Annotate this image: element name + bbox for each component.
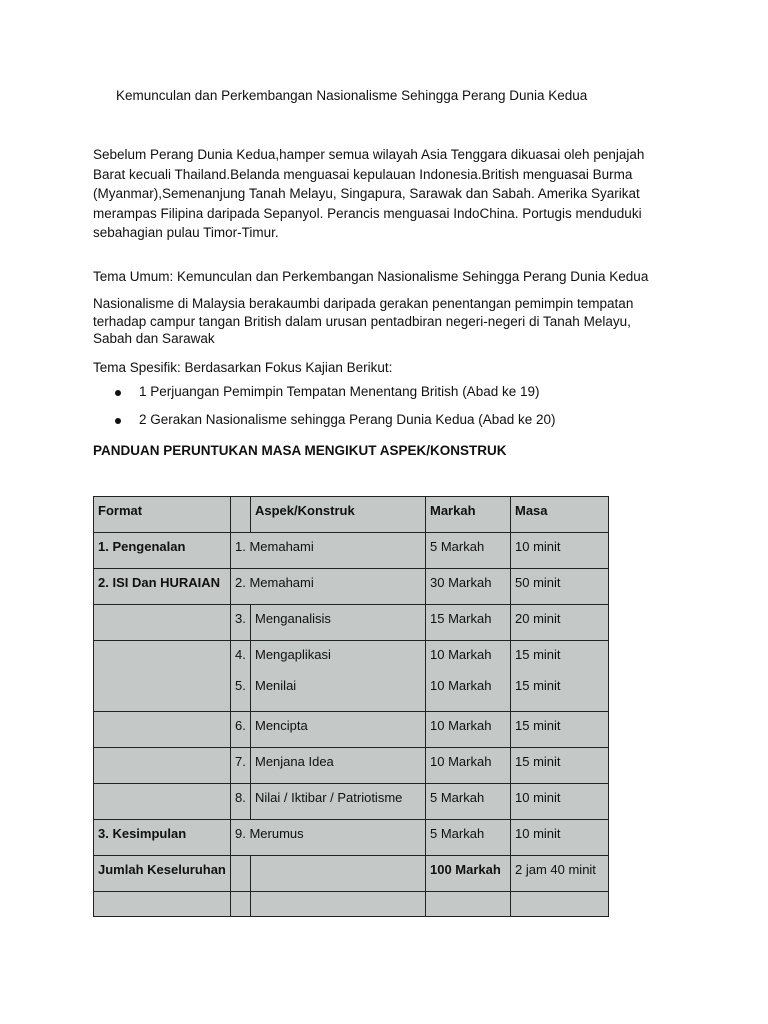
intro-line: (Myanmar),Semenanjung Tanah Melayu, Singapura, Sarawak dan Sabah. Amerika Syarikat <box>93 186 640 201</box>
table-cell <box>251 856 426 892</box>
header-aspek: Aspek/Konstruk <box>251 497 426 533</box>
table-cell: 5 Markah <box>426 533 511 569</box>
table-row <box>94 748 609 784</box>
table-cell: 15 minit <box>511 748 609 784</box>
table-cell <box>251 641 426 712</box>
table-cell: 3. <box>231 605 251 641</box>
table-cell: 1. Pengenalan <box>94 533 231 569</box>
table-cell <box>231 892 251 917</box>
fokus-list <box>93 384 556 440</box>
table-cell <box>94 784 231 820</box>
intro-line: merampas Filipina daripada Sepanyol. Perancis menguasai IndoChina. Portugis menduduki <box>93 205 642 221</box>
table-cell: 15 Markah <box>426 605 511 641</box>
nasionalisme-line: Nasionalisme di Malaysia berakaumbi daripada gerakan penentangan pemimpin tempatan <box>93 296 634 311</box>
table-total-row <box>94 856 609 892</box>
list-item-text: 2 Gerakan Nasionalisme sehingga Perang Dunia Kedua (Abad ke 20) <box>139 412 556 427</box>
cell-line: Menilai <box>255 678 297 693</box>
document-title: Kemunculan dan Perkembangan Nasionalisme Sehingga Perang Dunia Kedua <box>116 88 588 103</box>
table-cell: 10 Markah <box>426 712 511 748</box>
table-cell <box>251 892 426 917</box>
table-cell: 3. Kesimpulan <box>94 820 231 856</box>
nasionalisme-line: terhadap campur tangan British dalam urusan pentadbiran negeri-negeri di Tanah Melayu, <box>93 313 631 329</box>
table-cell: Mencipta <box>251 712 426 748</box>
intro-paragraph <box>93 145 693 243</box>
table-cell: 6. <box>231 712 251 748</box>
table-cell <box>94 748 231 784</box>
table-cell: 10 minit <box>511 784 609 820</box>
bullet-icon <box>115 418 121 424</box>
table-cell: 100 Markah <box>426 856 511 892</box>
tema-umum: Tema Umum: Kemunculan dan Perkembangan Nasionalisme Sehingga Perang Dunia Kedua <box>93 269 649 284</box>
table-cell: 9. Merumus <box>231 820 426 856</box>
table-cell: 10 Markah <box>426 748 511 784</box>
table-cell: Menjana Idea <box>251 748 426 784</box>
table-cell: 10 minit <box>511 533 609 569</box>
table-cell: 15 minit <box>511 712 609 748</box>
table-cell: Jumlah Keseluruhan <box>94 856 231 892</box>
bullet-icon <box>115 390 121 396</box>
table-row <box>94 820 609 856</box>
table-cell: 5 Markah <box>426 784 511 820</box>
table-cell: 8. <box>231 784 251 820</box>
table-cell <box>511 641 609 712</box>
cell-line: 4. <box>235 647 246 662</box>
table-cell: 30 Markah <box>426 569 511 605</box>
table-cell <box>94 892 231 917</box>
table-cell: 20 minit <box>511 605 609 641</box>
nasionalisme-paragraph <box>93 295 693 348</box>
table-row <box>94 605 609 641</box>
list-item <box>93 384 556 412</box>
header-masa: Masa <box>511 497 609 533</box>
table-cell <box>231 856 251 892</box>
table-row <box>94 712 609 748</box>
intro-line: sebahagian pulau Timor-Timur. <box>93 225 279 240</box>
table-cell: 1. Memahami <box>231 533 426 569</box>
table-cell <box>231 497 251 533</box>
table-cell: 2 jam 40 minit <box>511 856 609 892</box>
tema-spesifik: Tema Spesifik: Berdasarkan Fokus Kajian Berikut: <box>93 360 393 375</box>
cell-line: 5. <box>235 678 246 693</box>
allocation-table <box>93 496 609 917</box>
list-item-text: 1 Perjuangan Pemimpin Tempatan Menentang British (Abad ke 19) <box>139 384 540 399</box>
cell-line: 15 minit <box>515 678 561 693</box>
table-cell <box>426 641 511 712</box>
table-cell: 7. <box>231 748 251 784</box>
nasionalisme-line: Sabah dan Sarawak <box>93 331 215 346</box>
table-row <box>94 892 609 917</box>
table-cell: Nilai / Iktibar / Patriotisme <box>251 784 426 820</box>
table-row <box>94 533 609 569</box>
table-cell: 5 Markah <box>426 820 511 856</box>
cell-line: 15 minit <box>515 647 561 662</box>
cell-line: Mengaplikasi <box>255 647 331 662</box>
table-header-row <box>94 497 609 533</box>
table-cell <box>426 892 511 917</box>
table-cell: Menganalisis <box>251 605 426 641</box>
table-cell: 10 minit <box>511 820 609 856</box>
intro-line: Barat kecuali Thailand.Belanda menguasai kepulauan Indonesia.British menguasai Burma <box>93 166 633 182</box>
table-cell <box>94 712 231 748</box>
table-cell <box>94 605 231 641</box>
header-format: Format <box>94 497 231 533</box>
table-cell <box>511 892 609 917</box>
table-cell <box>94 641 231 712</box>
header-markah: Markah <box>426 497 511 533</box>
cell-line: 10 Markah <box>430 678 492 693</box>
table-row <box>94 784 609 820</box>
intro-line: Sebelum Perang Dunia Kedua,hamper semua wilayah Asia Tenggara dikuasai oleh penjajah <box>93 147 645 162</box>
cell-line: 10 Markah <box>430 647 492 662</box>
table-cell: 2. Memahami <box>231 569 426 605</box>
panduan-heading: PANDUAN PERUNTUKAN MASA MENGIKUT ASPEK/KONSTRUK <box>93 443 507 458</box>
table-cell <box>231 641 251 712</box>
table-cell: 2. ISI Dan HURAIAN <box>94 569 231 605</box>
table-row <box>94 569 609 605</box>
table-row <box>94 641 609 712</box>
table-cell: 50 minit <box>511 569 609 605</box>
list-item <box>93 412 556 440</box>
